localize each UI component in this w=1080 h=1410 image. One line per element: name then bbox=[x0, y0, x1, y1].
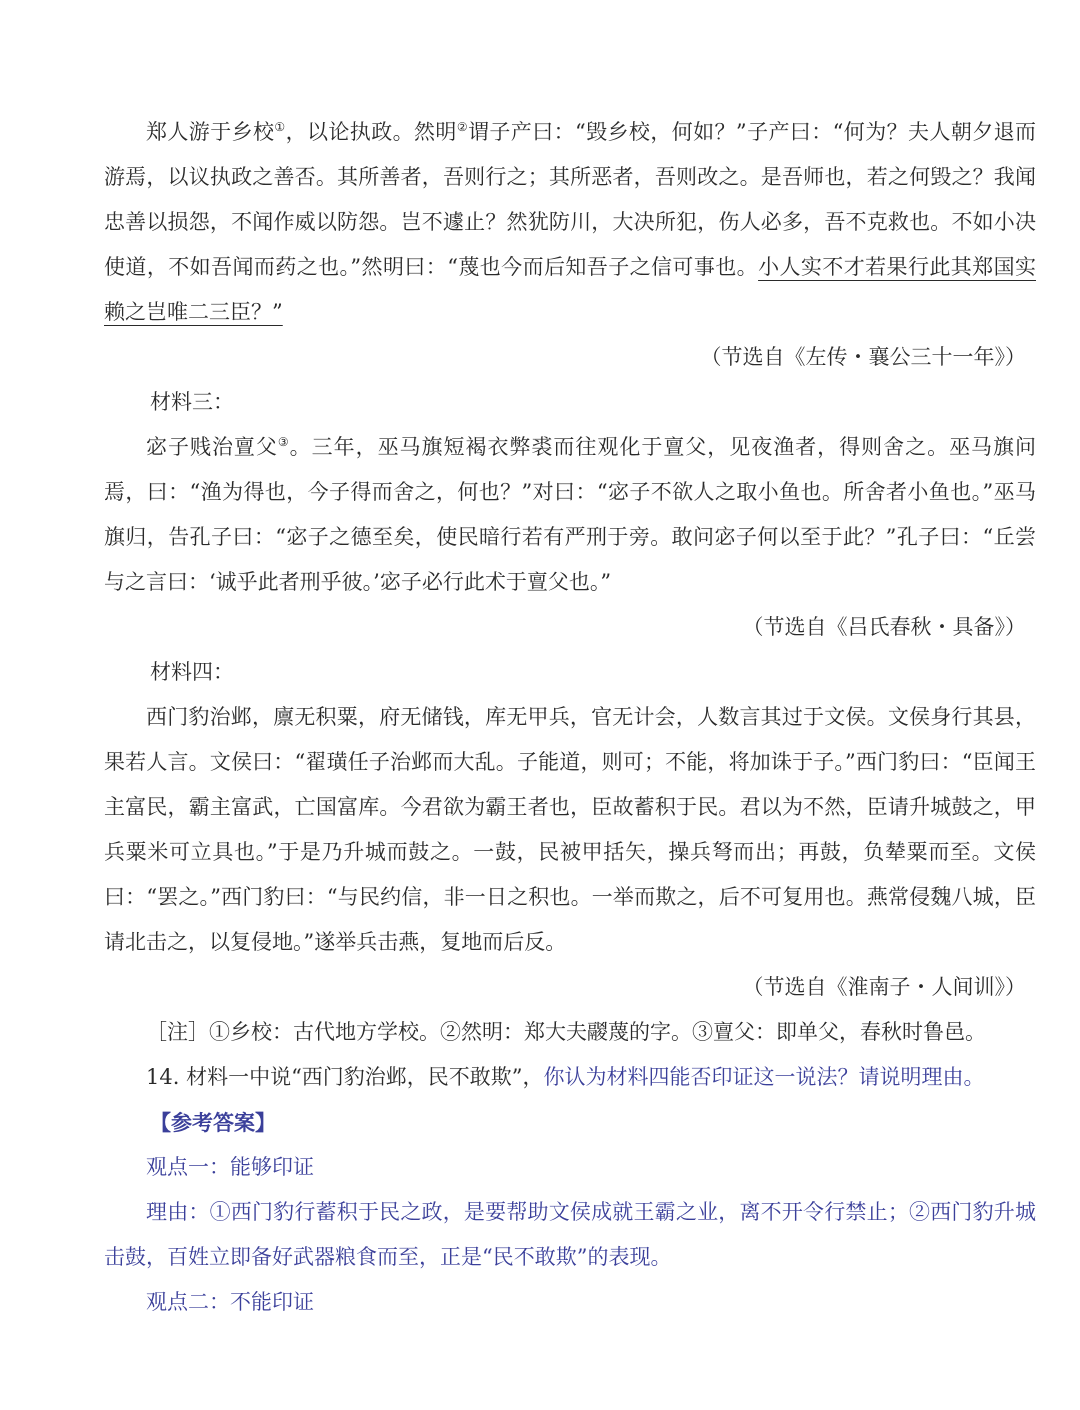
material4-source: （节选自《淮南子・人间训》） bbox=[742, 975, 1026, 999]
material3-body bbox=[104, 425, 1036, 605]
material3-text-b: 。三年，巫马旗短褐衣弊裘而往观化于亶父，见夜渔者，得则舍之。巫马旗问焉，曰：“渔为得也，今子得而舍之，何也？”对曰：“宓子不欲人之取小鱼也。所舍者小鱼也。”巫马旗归，告孔子曰：“宓子之德至矣，使民暗行若有严刑于旁。敢问宓子何以至于此？”孔子曰：“丘尝与之言曰：‘诚乎此者刑乎彼。’宓子必行此术于亶父也。” bbox=[104, 435, 1037, 594]
material2-text-b: ，以论执政。然明 bbox=[285, 120, 457, 144]
answer-reason1: 理由：①西门豹行蓄积于民之政，是要帮助文侯成就王霸之业，离不开令行禁止；②西门豹升城击鼓，百姓立即备好武器粮食而至，正是“民不敢欺”的表现。 bbox=[104, 1200, 1036, 1269]
footnote-mark-1: ① bbox=[274, 120, 286, 134]
answer-view1: 观点一：能够印证 bbox=[146, 1155, 314, 1179]
underlined-sentence: 小人实不才若果行此其郑国实赖之岂唯二三臣？” bbox=[104, 255, 1036, 324]
material2-text-a: 郑人游于乡校 bbox=[146, 120, 275, 144]
material2-body bbox=[104, 110, 1036, 335]
question-highlight: 你认为材料四能否印证这一说法？请说明理由。 bbox=[543, 1065, 985, 1089]
material2-source: （节选自《左传・襄公三十一年》） bbox=[700, 345, 1026, 369]
material2-text-c: 谓子产曰：“毁乡校，何如？”子产曰：“何为？夫人朝夕退而游焉，以议执政之善否。其所善者，吾则行之；其所恶者，吾则改之。是吾师也，若之何毁之？我闻忠善以损怨，不闻作威以防怨。岂不遽止？然犹防川，大决所犯，伤人必多，吾不克救也。不如小决使道，不如吾闻而药之也。”然明曰：“蔑也今而后知吾子之信可事也。 bbox=[104, 120, 1037, 279]
footnote-mark-3: ③ bbox=[277, 435, 290, 449]
notes: ［注］①乡校：古代地方学校。②然明：郑大夫鬷蔑的字。③亶父：即单父，春秋时鲁邑。 bbox=[146, 1020, 986, 1044]
material3-label: 材料三： bbox=[150, 390, 234, 414]
material4-label: 材料四： bbox=[150, 660, 234, 684]
answer-heading: 【参考答案】 bbox=[150, 1110, 276, 1135]
material4-body: 西门豹治邺，廪无积粟，府无储钱，库无甲兵，官无计会，人数言其过于文侯。文侯身行其县，果若人言。文侯曰：“翟璜任子治邺而大乱。子能道，则可；不能，将加诛于子。”西门豹曰：“臣闻王主富民，霸主富武，亡国富库。今君欲为霸王者也，臣故蓄积于民。君以为不然，臣请升城鼓之，甲兵粟米可立具也。”于是乃升城而鼓之。一鼓，民被甲括矢，操兵弩而出；再鼓，负辇粟而至。文侯曰：“罢之。”西门豹曰：“与民约信，非一日之积也。一举而欺之，后不可复用也。燕常侵魏八城，臣请北击之，以复侵地。”遂举兵击燕，复地而后反。 bbox=[104, 705, 1036, 954]
content-column bbox=[104, 110, 1036, 1325]
question-14 bbox=[104, 1055, 1036, 1100]
material3-text-a: 宓子贱治亶父 bbox=[146, 435, 278, 459]
question-prefix: 14. 材料一中说“西门豹治邺，民不敢欺”， bbox=[146, 1065, 544, 1089]
material3-source: （节选自《吕氏春秋・具备》） bbox=[742, 615, 1026, 639]
answer-view2: 观点二：不能印证 bbox=[146, 1290, 314, 1314]
footnote-mark-2: ② bbox=[456, 120, 468, 134]
